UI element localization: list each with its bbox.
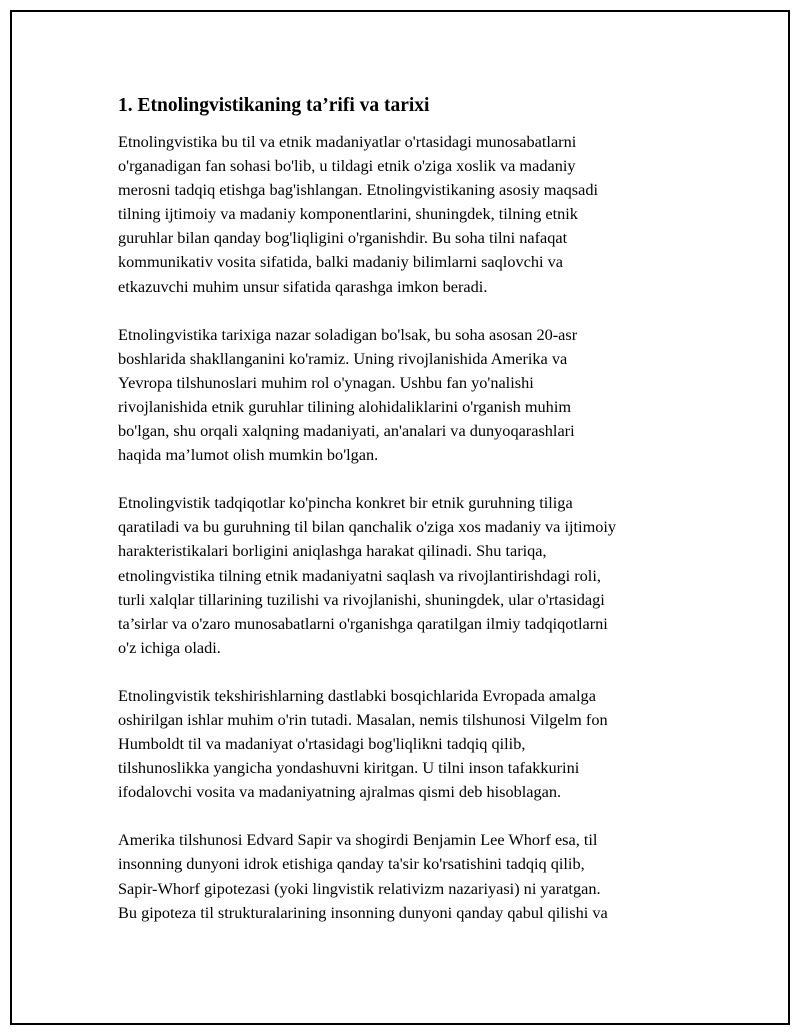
paragraph-line: ifodalovchi vosita va madaniyatning ajralmas qismi deb hisoblagan. — [118, 782, 562, 802]
paragraph-line: boshlarida shakllanganini ko'ramiz. Uning rivojlanishida Amerika va — [118, 348, 568, 368]
paragraph-line: o'rganadigan fan sohasi bo'lib, u tildagi etnik o'ziga xoslik va madaniy — [118, 156, 576, 176]
paragraph-line: Sapir-Whorf gipotezasi (yoki lingvistik relativizm nazariyasi) ni yaratgan. — [118, 878, 601, 898]
paragraph-line: etnolingvistika tilning etnik madaniyatni saqlash va rivojlantirishdagi roli, — [118, 565, 601, 585]
paragraph-line: Yevropa tilshunoslari muhim rol o'ynagan. Ushbu fan yo'nalishi — [118, 372, 534, 392]
paragraph-line: Bu gipoteza til strukturalarining insonning dunyoni qanday qabul qilishi va — [118, 902, 608, 922]
paragraph-line: rivojlanishida etnik guruhlar tilining alohidaliklarini o'rganish muhim — [118, 396, 572, 416]
paragraph-line: merosni tadqiq etishga bag'ishlangan. Etnolingvistikaning asosiy maqsadi — [118, 180, 598, 200]
paragraph-line: oshirilgan ishlar muhim o'rin tutadi. Masalan, nemis tilshunosi Vilgelm fon — [118, 709, 608, 729]
paragraph-line: ta’sirlar va o'zaro munosabatlarni o'rganishga qaratilgan ilmiy tadqiqotlarni — [118, 613, 608, 633]
paragraph-line: haqida ma’lumot olish mumkin bo'lgan. — [118, 445, 379, 465]
paragraph-line: guruhlar bilan qanday bog'liqligini o'rganishdir. Bu soha tilni nafaqat — [118, 228, 568, 248]
document-body — [118, 94, 688, 949]
paragraph-line: kommunikativ vosita sifatida, balki madaniy bilimlarni saqlovchi va — [118, 252, 563, 272]
paragraph — [118, 491, 688, 660]
paragraph-line: harakteristikalari borligini aniqlashga harakat qilinadi. Shu tariqa, — [118, 541, 547, 561]
paragraph-line: o'z ichiga oladi. — [118, 637, 221, 657]
paragraph-line: qaratiladi va bu guruhning til bilan qanchalik o'ziga xos madaniy va ijtimoiy — [118, 517, 617, 537]
paragraph-line: Amerika tilshunosi Edvard Sapir va shogirdi Benjamin Lee Whorf esa, til — [118, 830, 598, 850]
paragraph-line: etkazuvchi muhim unsur sifatida qarashga imkon beradi. — [118, 276, 488, 296]
paragraph-line: Etnolingvistika tarixiga nazar soladigan bo'lsak, bu soha asosan 20-asr — [118, 324, 578, 344]
paragraph-line: Etnolingvistik tadqiqotlar ko'pincha konkret bir etnik guruhning tiliga — [118, 493, 573, 513]
paragraph — [118, 684, 688, 804]
paragraph-line: tilning ijtimoiy va madaniy komponentlarini, shuningdek, tilning etnik — [118, 204, 578, 224]
section-heading: 1. Etnolingvistikaning ta’rifi va tarixi — [118, 95, 430, 116]
paragraph-line: turli xalqlar tillarining tuzilishi va rivojlanishi, shuningdek, ular o'rtasidagi — [118, 589, 605, 609]
paragraph — [118, 828, 688, 924]
paragraphs — [118, 130, 688, 925]
paragraph-line: Humboldt til va madaniyat o'rtasidagi bog'liqlikni tadqiq qilib, — [118, 734, 526, 754]
paragraph-line: Etnolingvistik tekshirishlarning dastlabki bosqichlarida Evropada amalga — [118, 685, 596, 705]
paragraph-line: Etnolingvistika bu til va etnik madaniyatlar o'rtasidagi munosabatlarni — [118, 132, 577, 151]
paragraph-line: tilshunoslikka yangicha yondashuvni kiritgan. U tilni inson tafakkurini — [118, 758, 580, 778]
paragraph-line: bo'lgan, shu orqali xalqning madaniyati, an'analari va dunyoqarashlari — [118, 421, 575, 441]
paragraph-line: insonning dunyoni idrok etishiga qanday ta'sir ko'rsatishini tadqiq qilib, — [118, 854, 585, 874]
paragraph — [118, 323, 688, 468]
paragraph — [118, 130, 688, 299]
